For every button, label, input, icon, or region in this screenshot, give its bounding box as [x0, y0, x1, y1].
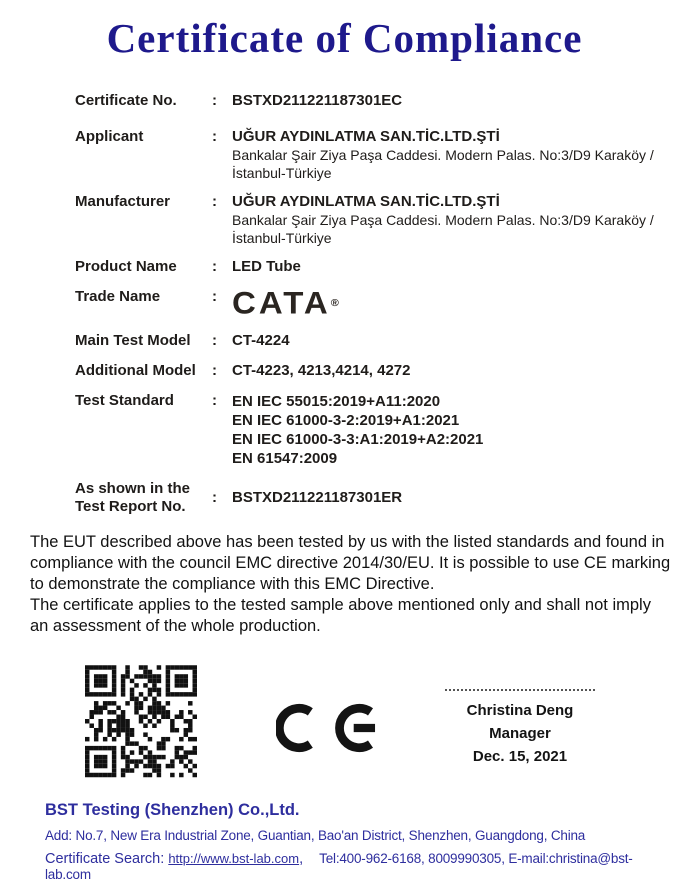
- applicant-address-line1: Bankalar Şair Ziya Paşa Caddesi. Modern Palas. No:3/D9 Karaköy /: [232, 147, 654, 163]
- test-standard-item: EN 61547:2009: [232, 450, 338, 467]
- colon-separator: :: [212, 489, 217, 506]
- manufacturer-address-line2: İstanbul-Türkiye: [232, 230, 332, 246]
- ce-mark-icon: [276, 685, 392, 771]
- field-manufacturer: [75, 193, 661, 247]
- colon-separator: :: [212, 128, 217, 145]
- test-standard-list: [232, 392, 661, 468]
- test-standard-label: Test Standard: [75, 392, 174, 409]
- colon-separator: :: [212, 258, 217, 275]
- certificate-no-value: BSTXD211221187301EC: [232, 92, 403, 109]
- colon-separator: :: [212, 392, 217, 409]
- test-standard-item: EN IEC 61000-3-3:A1:2019+A2:2021: [232, 431, 484, 448]
- test-report-no-label: As shown in the Test Report No.: [75, 480, 191, 515]
- compliance-statement: [30, 532, 672, 637]
- field-additional-model: [75, 362, 661, 380]
- signature-block: [440, 689, 600, 768]
- lab-website-link[interactable]: http://www.bst-lab.com: [168, 851, 300, 866]
- certificate-search-line: [45, 851, 659, 881]
- certificate-date: Dec. 15, 2021: [472, 748, 568, 765]
- test-standard-item: EN IEC 55015:2019+A11:2020: [232, 393, 441, 410]
- applicant-label: Applicant: [75, 128, 144, 145]
- colon-separator: :: [212, 362, 217, 379]
- applicant-address-line2: İstanbul-Türkiye: [232, 165, 332, 181]
- test-report-no-value: BSTXD211221187301ER: [232, 489, 403, 506]
- signer-name: Christina Deng: [466, 702, 574, 719]
- signature-dotted-line: [445, 689, 595, 691]
- stamp-row: [0, 659, 689, 791]
- manufacturer-address-line1: Bankalar Şair Ziya Paşa Caddesi. Modern Palas. No:3/D9 Karaköy /: [232, 212, 654, 228]
- applicant-name: UĞUR AYDINLATMA SAN.TİC.LTD.ŞTİ: [232, 128, 500, 145]
- product-name-value: LED Tube: [232, 258, 301, 275]
- trade-name-label: Trade Name: [75, 288, 161, 305]
- lab-address: Add: No.7, New Era Industrial Zone, Guantian, Bao'an District, Shenzhen, Guangdong, China: [45, 828, 586, 843]
- qr-code: [85, 661, 197, 781]
- additional-model-label: Additional Model: [75, 362, 196, 379]
- certificate-fields: [75, 92, 661, 516]
- manufacturer-value: [232, 193, 661, 247]
- manufacturer-name: UĞUR AYDINLATMA SAN.TİC.LTD.ŞTİ: [232, 193, 500, 210]
- field-test-standard: [75, 392, 661, 468]
- field-product-name: [75, 258, 661, 276]
- test-standard-item: EN IEC 61000-3-2:2019+A1:2021: [232, 412, 460, 429]
- product-name-label: Product Name: [75, 258, 177, 275]
- main-test-model-label: Main Test Model: [75, 332, 191, 349]
- field-applicant: [75, 128, 661, 182]
- colon-separator: :: [212, 193, 217, 210]
- trade-name-value: [232, 284, 661, 321]
- registered-trademark-symbol: ®: [330, 297, 339, 309]
- field-main-test-model: [75, 332, 661, 350]
- additional-model-value: CT-4223, 4213,4214, 4272: [232, 362, 411, 379]
- colon-separator: :: [212, 92, 217, 109]
- main-test-model-value: CT-4224: [232, 332, 290, 349]
- cata-logo-text: CATA: [232, 284, 331, 321]
- statement-paragraph-2: The certificate applies to the tested sample above mentioned only and shall not imply an assessment of the whole production.: [30, 596, 651, 635]
- field-certificate-no: [75, 92, 661, 110]
- signer-title: Manager: [489, 725, 551, 742]
- lab-company-name: BST Testing (Shenzhen) Co.,Ltd.: [45, 801, 300, 819]
- applicant-value: [232, 128, 661, 182]
- footer: [45, 801, 659, 881]
- manufacturer-label: Manufacturer: [75, 193, 171, 210]
- statement-paragraph-1: The EUT described above has been tested by us with the listed standards and found in compliance with the council EMC directive 2014/30/EU. It is possible to use CE marking to demonstrate the compliance with this EMC Directive.: [30, 533, 671, 593]
- field-test-report-no: [75, 480, 661, 516]
- page-title: Certificate of Compliance: [106, 15, 583, 61]
- colon-separator: :: [212, 288, 217, 305]
- link-comma: ,: [299, 851, 304, 867]
- lab-contact-info: Tel:400-962-6168, 8009990305, E-mail:christina@bst-lab.com: [45, 851, 633, 881]
- field-trade-name: [75, 284, 661, 321]
- certificate-search-label: Certificate Search:: [45, 851, 165, 867]
- certificate-no-label: Certificate No.: [75, 92, 177, 109]
- cata-brand-logo: [232, 284, 339, 321]
- colon-separator: :: [212, 332, 217, 349]
